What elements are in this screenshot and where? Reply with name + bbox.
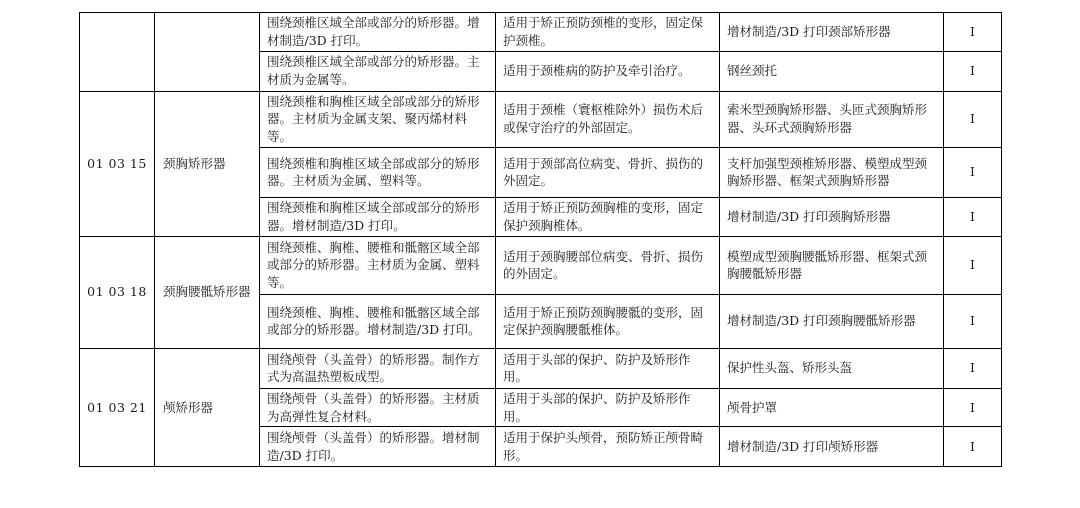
description-cell: 围绕颈椎、胸椎、腰椎和骶髂区域全部或部分的矫形器。主材质为金属、塑料等。 bbox=[260, 236, 496, 294]
category-name-cell bbox=[155, 13, 260, 92]
description-cell: 围绕颈椎区域全部或部分的矫形器。增材制造/3D 打印。 bbox=[260, 13, 496, 52]
intended-use-cell: 适用于矫正预防颈胸腰骶的变形，固定保护颈胸腰骶椎体。 bbox=[496, 294, 720, 348]
table-row bbox=[80, 13, 1002, 52]
category-name-cell: 颈胸矫形器 bbox=[155, 91, 260, 236]
description-cell: 围绕颈椎、胸椎、腰椎和骶髂区域全部或部分的矫形器。增材制造/3D 打印。 bbox=[260, 294, 496, 348]
intended-use-cell: 适用于颈胸腰部位病变、骨折、损伤的外固定。 bbox=[496, 236, 720, 294]
intended-use-cell: 适用于头部的保护、防护及矫形作用。 bbox=[496, 348, 720, 388]
intended-use-cell: 适用于颈椎（寰枢椎除外）损伤术后或保守治疗的外部固定。 bbox=[496, 91, 720, 147]
category-code-cell: 01 03 15 bbox=[80, 91, 155, 236]
product-examples-cell: 增材制造/3D 打印颈胸矫形器 bbox=[720, 197, 944, 236]
management-class-cell: I bbox=[944, 51, 1002, 91]
intended-use-cell: 适用于颈椎病的防护及牵引治疗。 bbox=[496, 51, 720, 91]
description-cell: 围绕颈椎区域全部或部分的矫形器。主材质为金属等。 bbox=[260, 51, 496, 91]
management-class-cell: I bbox=[944, 294, 1002, 348]
description-cell: 围绕颈椎和胸椎区域全部或部分的矫形器。主材质为金属支架、聚丙烯材料等。 bbox=[260, 91, 496, 147]
table-row bbox=[80, 348, 1002, 388]
description-cell: 围绕颅骨（头盖骨）的矫形器。增材制造/3D 打印。 bbox=[260, 427, 496, 467]
category-name-cell: 颅矫形器 bbox=[155, 348, 260, 467]
management-class-cell: I bbox=[944, 388, 1002, 427]
product-examples-cell: 颅骨护罩 bbox=[720, 388, 944, 427]
description-cell: 围绕颈椎和胸椎区域全部或部分的矫形器。主材质为金属、塑料等。 bbox=[260, 147, 496, 197]
category-name-cell: 颈胸腰骶矫形器 bbox=[155, 236, 260, 348]
product-examples-cell: 支杆加强型颈椎矫形器、模塑成型颈胸矫形器、框架式颈胸矫形器 bbox=[720, 147, 944, 197]
intended-use-cell: 适用于矫正预防颈椎的变形，固定保护颈椎。 bbox=[496, 13, 720, 52]
management-class-cell: I bbox=[944, 91, 1002, 147]
description-cell: 围绕颅骨（头盖骨）的矫形器。制作方式为高温热塑板成型。 bbox=[260, 348, 496, 388]
description-cell: 围绕颈椎和胸椎区域全部或部分的矫形器。增材制造/3D 打印。 bbox=[260, 197, 496, 236]
management-class-cell: I bbox=[944, 147, 1002, 197]
intended-use-cell: 适用于头部的保护、防护及矫形作用。 bbox=[496, 388, 720, 427]
product-examples-cell: 索米型颈胸矫形器、头匝式颈胸矫形器、头环式颈胸矫形器 bbox=[720, 91, 944, 147]
management-class-cell: I bbox=[944, 348, 1002, 388]
description-cell: 围绕颅骨（头盖骨）的矫形器。主材质为高弹性复合材料。 bbox=[260, 388, 496, 427]
product-examples-cell: 保护性头盔、矫形头盔 bbox=[720, 348, 944, 388]
product-examples-cell: 增材制造/3D 打印颈胸腰骶矫形器 bbox=[720, 294, 944, 348]
intended-use-cell: 适用于矫正预防颈胸椎的变形，固定保护颈胸椎体。 bbox=[496, 197, 720, 236]
management-class-cell: I bbox=[944, 13, 1002, 52]
table-row bbox=[80, 91, 1002, 147]
device-classification-table bbox=[79, 12, 1002, 467]
category-code-cell bbox=[80, 13, 155, 92]
category-code-cell: 01 03 21 bbox=[80, 348, 155, 467]
table-row bbox=[80, 236, 1002, 294]
management-class-cell: I bbox=[944, 197, 1002, 236]
management-class-cell: I bbox=[944, 236, 1002, 294]
product-examples-cell: 增材制造/3D 打印颈部矫形器 bbox=[720, 13, 944, 52]
product-examples-cell: 增材制造/3D 打印颅矫形器 bbox=[720, 427, 944, 467]
management-class-cell: I bbox=[944, 427, 1002, 467]
intended-use-cell: 适用于颈部高位病变、骨折、损伤的外固定。 bbox=[496, 147, 720, 197]
product-examples-cell: 钢丝颈托 bbox=[720, 51, 944, 91]
intended-use-cell: 适用于保护头颅骨，预防矫正颅骨畸形。 bbox=[496, 427, 720, 467]
category-code-cell: 01 03 18 bbox=[80, 236, 155, 348]
product-examples-cell: 模塑成型颈胸腰骶矫形器、框架式颈胸腰骶矫形器 bbox=[720, 236, 944, 294]
